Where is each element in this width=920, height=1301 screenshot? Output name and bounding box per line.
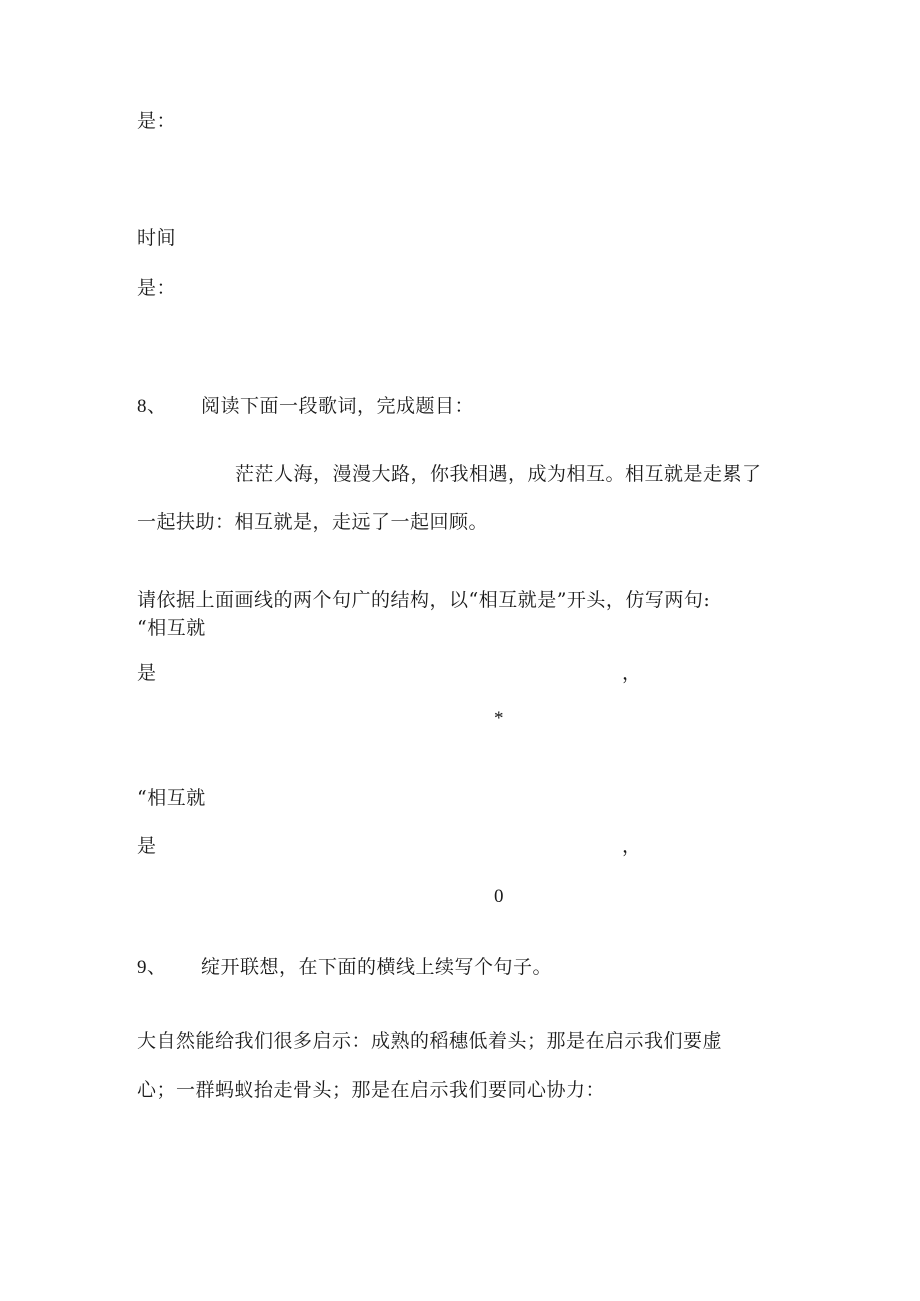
label-time: 时间 [137, 227, 177, 249]
answer-2-end-mark: 0 [494, 886, 504, 907]
passage-9-line-2: 心；一群蚂蚁抬走骨头；那是在启示我们要同心协力： [137, 1079, 606, 1101]
question-9-number: 9、 [137, 957, 167, 978]
question-8-prompt: 阅读下面一段歌词，完成题目： [201, 395, 475, 417]
answer-label-is: 是： [137, 110, 177, 132]
question-8-number: 8、 [137, 396, 167, 417]
answer-2-comma: ， [622, 835, 642, 857]
question-9-prompt: 绽开联想，在下面的横线上续写个句子。 [201, 956, 553, 978]
answer-1-end-mark: * [494, 708, 504, 729]
answer-2-is: 是 [137, 835, 157, 857]
answer-1-opening: “相互就 [137, 617, 206, 639]
lyric-line-2: 一起扶助：相互就是，走远了一起回顾。 [137, 511, 489, 533]
passage-9-line-1: 大自然能给我们很多启示：成熟的稻穗低着头；那是在启示我们要虚 [137, 1030, 723, 1052]
answer-1-comma: ， [622, 662, 642, 684]
instruction-text: 请依据上面画线的两个句广的结构，以“相互就是”开头，仿写两句: [137, 589, 711, 611]
answer-label-is-2: 是： [137, 277, 177, 299]
answer-2-opening: “相互就 [137, 787, 206, 809]
lyric-line-1: 茫茫人海，漫漫大路，你我相遇，成为相互。相互就是走累了 [235, 463, 762, 485]
answer-1-is: 是 [137, 662, 157, 684]
